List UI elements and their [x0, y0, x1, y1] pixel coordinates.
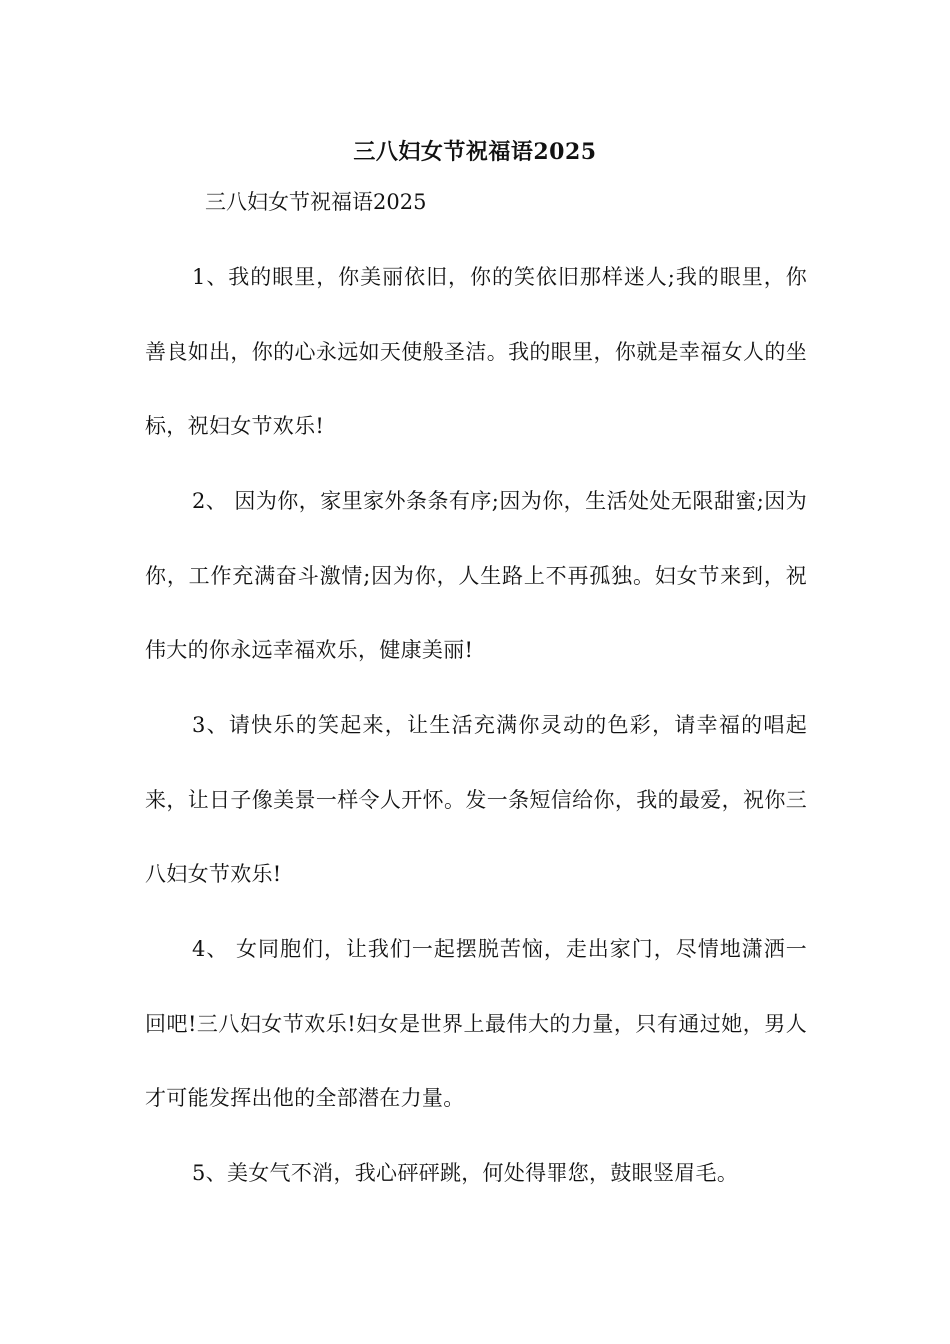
paragraph-3: 3、请快乐的笑起来，让生活充满你灵动的色彩，请幸福的唱起来，让日子像美景一样令人开怀。发一条短信给你，我的最爱，祝你三八妇女节欢乐! [145, 713, 807, 886]
document-title: 三八妇女节祝福语2025 [353, 139, 597, 165]
paragraph-5: 5、美女气不消，我心砰砰跳，何处得罪您，鼓眼竖眉毛。 [192, 1161, 739, 1185]
paragraph-2: 2、 因为你，家里家外条条有序;因为你，生活处处无限甜蜜;因为你，工作充满奋斗激情;因为你，人生路上不再孤独。妇女节来到，祝伟大的你永远幸福欢乐，健康美丽! [145, 489, 807, 662]
paragraph-4: 4、 女同胞们，让我们一起摆脱苦恼，走出家门，尽情地潇洒一回吧!三八妇女节欢乐!妇女是世界上最伟大的力量，只有通过她，男人才可能发挥出他的全部潜在力量。 [145, 937, 807, 1110]
document-subtitle: 三八妇女节祝福语2025 [205, 190, 427, 214]
paragraph-1: 1、我的眼里，你美丽依旧，你的笑依旧那样迷人;我的眼里，你善良如出，你的心永远如天使般圣洁。我的眼里，你就是幸福女人的坐标，祝妇女节欢乐! [145, 265, 807, 438]
